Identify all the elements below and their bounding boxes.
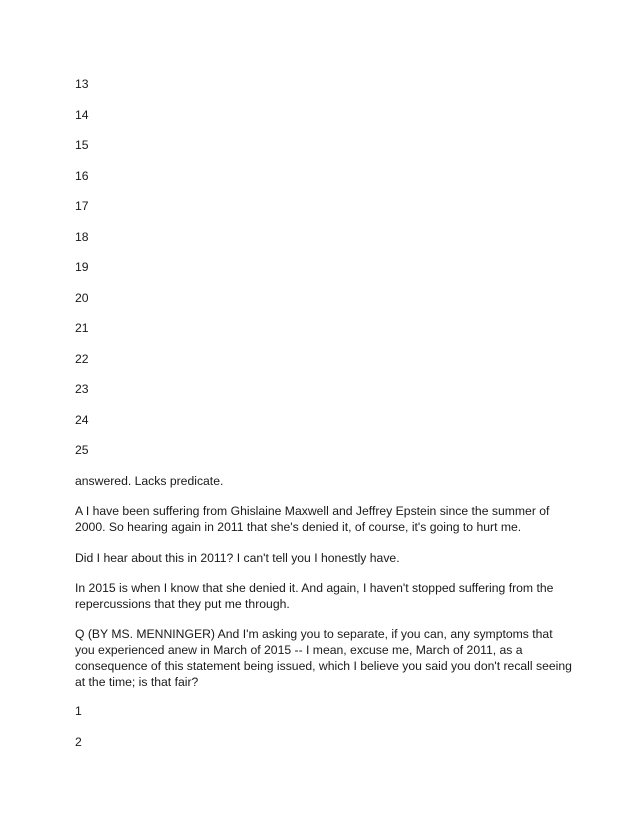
line-number: 17 xyxy=(75,199,89,213)
transcript-paragraph: In 2015 is when I know that she denied it. And again, I haven't stopped suffering from the repercussions that they put me through. xyxy=(75,581,554,611)
line-number: 24 xyxy=(75,413,89,427)
line-number: 13 xyxy=(75,77,89,91)
transcript-paragraph: Did I hear about this in 2011? I can't tell you I honestly have. xyxy=(75,551,400,565)
line-number: 15 xyxy=(75,138,89,152)
line-number: 21 xyxy=(75,321,89,335)
line-number: 1 xyxy=(75,704,82,718)
transcript-paragraph: Q (BY MS. MENNINGER) And I'm asking you to separate, if you can, any symptoms that you experienced anew in March of 2015 -- I mean, excuse me, March of 2011, as a consequence of this statement being issued, which I believe you said you don't recall seeing at the time; is that fair? xyxy=(75,627,572,689)
transcript-paragraph: A I have been suffering from Ghislaine Maxwell and Jeffrey Epstein since the summer of 2000. So hearing again in 2011 that she's denied it, of course, it's going to hurt me. xyxy=(75,504,550,534)
line-number: 25 xyxy=(75,443,89,457)
line-number: 20 xyxy=(75,291,89,305)
line-number: 18 xyxy=(75,230,89,244)
line-number: 14 xyxy=(75,108,89,122)
transcript-paragraph: answered. Lacks predicate. xyxy=(75,474,224,488)
line-number: 19 xyxy=(75,260,89,274)
line-number: 22 xyxy=(75,352,89,366)
line-number: 16 xyxy=(75,169,89,183)
line-number: 23 xyxy=(75,382,89,396)
line-number: 2 xyxy=(75,735,82,749)
